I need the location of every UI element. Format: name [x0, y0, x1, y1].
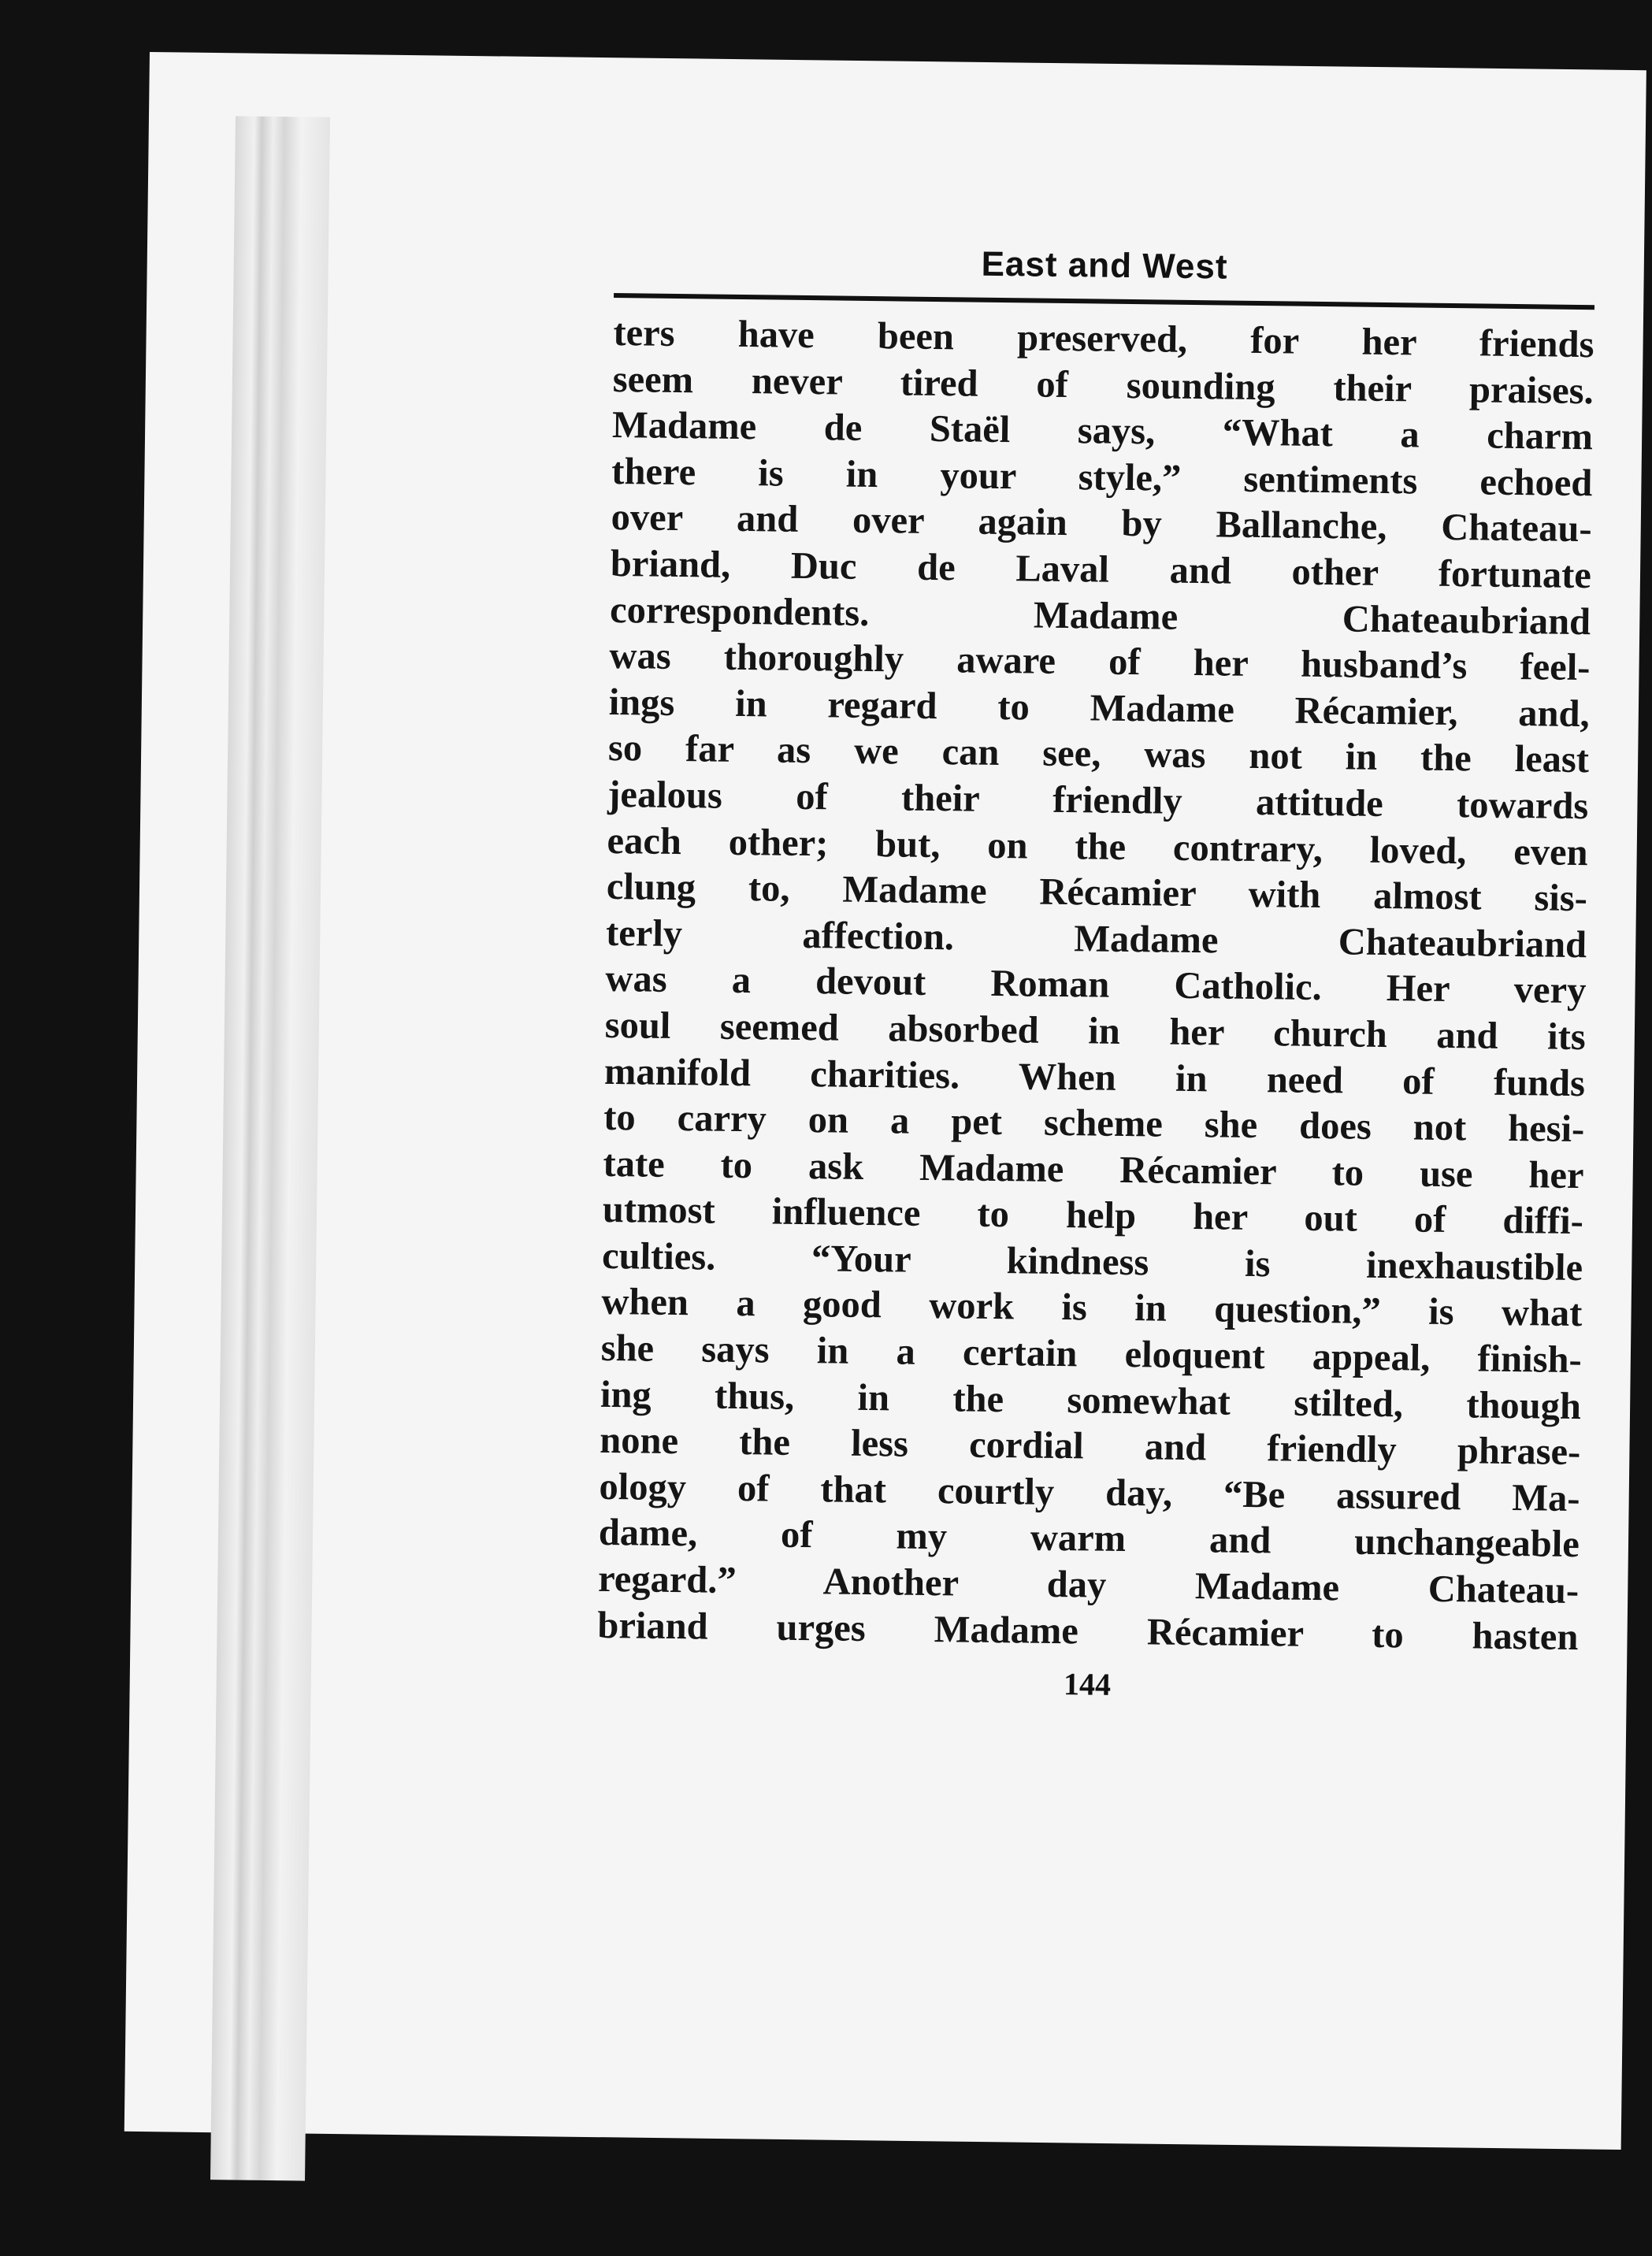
text-line: manifold charities. When in need of funds [603, 1050, 1586, 1104]
text-line: tate to ask Madame Récamier to use her [603, 1142, 1584, 1197]
text-line: terly affection. Madame Chateaubriand [605, 911, 1587, 966]
text-line: ing thus, in the somewhat stilted, though [600, 1373, 1582, 1427]
text-line: was thoroughly aware of her husband’s feel- [609, 635, 1591, 689]
text-line: Madame de Staël says, “What a charm [611, 404, 1594, 458]
text-line: briand, Duc de Laval and other fortunate [610, 542, 1592, 597]
text-line: none the less cordial and friendly phrase- [599, 1419, 1581, 1474]
text-line: there is in your style,” sentiments echoed [611, 450, 1593, 504]
text-line: dame, of my warm and unchangeable [598, 1512, 1580, 1566]
text-line: to carry on a pet scheme she does not hesi- [603, 1096, 1585, 1151]
text-line: over and over again by Ballanche, Chateau- [611, 496, 1592, 551]
text-line: briand urges Madame Récamier to hasten [597, 1604, 1579, 1658]
running-head: East and West [981, 244, 1228, 287]
page-content [596, 236, 1595, 1709]
text-line: utmost influence to help her out of diffi- [602, 1189, 1584, 1243]
text-line: soul seemed absorbed in her church and its [604, 1004, 1586, 1059]
text-line: she says in a certain eloquent appeal, finish- [600, 1327, 1582, 1382]
text-line: ings in regard to Madame Récamier, and, [608, 681, 1591, 735]
text-line: so far as we can see, was not in the least [607, 727, 1590, 781]
text-line: ology of that courtly day, “Be assured Ma- [599, 1465, 1580, 1519]
body-text [597, 310, 1594, 1660]
text-line: jealous of their friendly attitude towards [607, 773, 1589, 828]
page-edges [210, 116, 330, 2180]
text-line: when a good work is in question,” is what [601, 1281, 1583, 1335]
header-rule [614, 293, 1594, 310]
text-line: each other; but, on the contrary, loved, even [607, 819, 1588, 874]
text-line: seem never tired of sounding their praises. [612, 358, 1594, 412]
text-line: was a devout Roman Catholic. Her very [605, 958, 1587, 1012]
text-line: clung to, Madame Récamier with almost sis- [606, 866, 1588, 920]
text-line: correspondents. Madame Chateaubriand [609, 588, 1591, 643]
text-line: culties. “Your kindness is inexhaustible [601, 1234, 1583, 1289]
text-line: ters have been preserved, for her friends [613, 311, 1594, 366]
text-line: regard.” Another day Madame Chateau- [597, 1557, 1580, 1612]
page-number: 144 [1063, 1666, 1112, 1703]
